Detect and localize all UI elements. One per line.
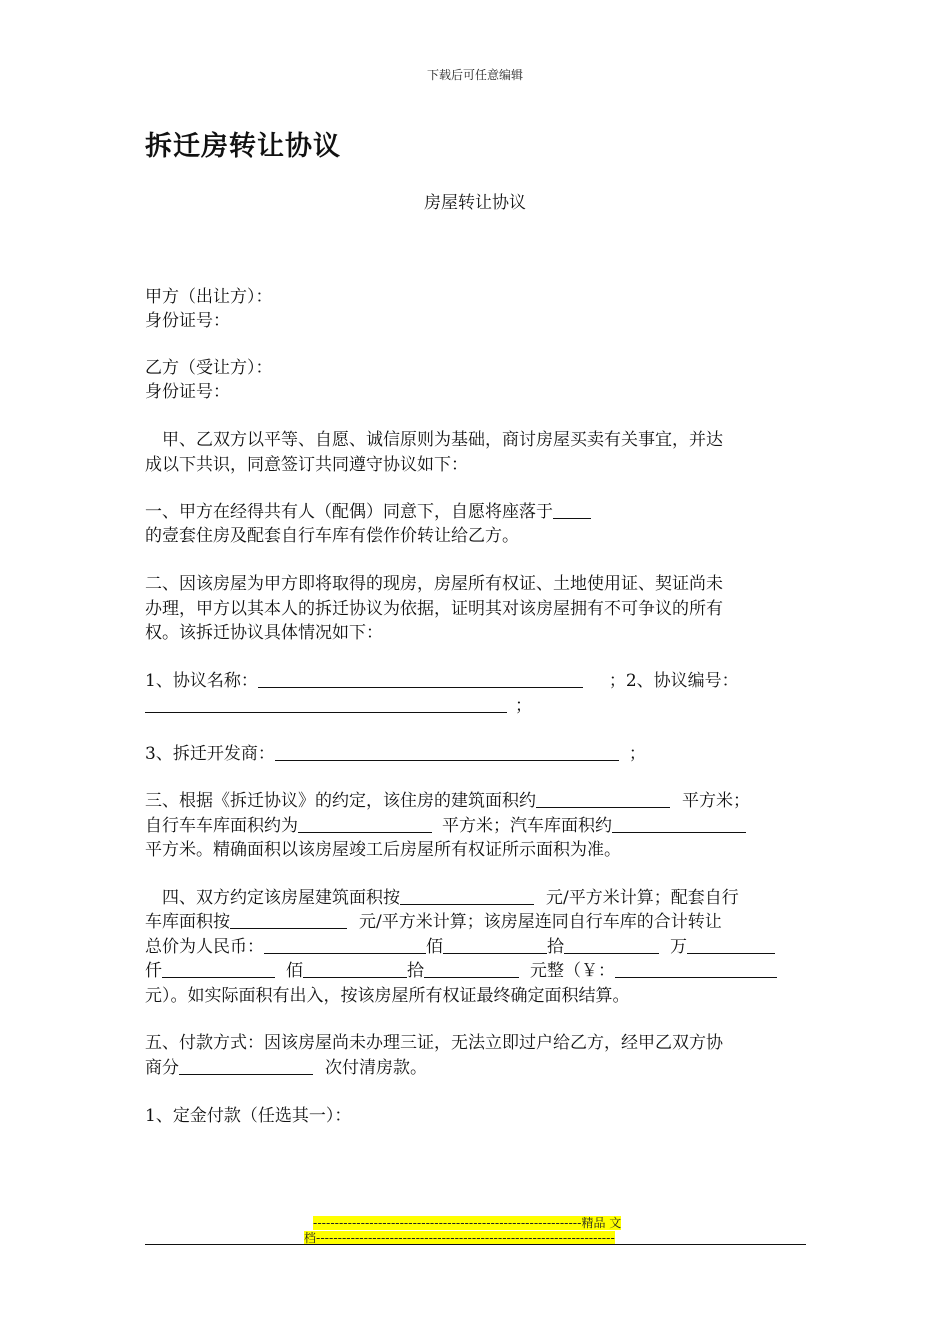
- garage-unit-price-blank[interactable]: [230, 910, 347, 929]
- party-b-label: 乙方（受让方）：: [145, 358, 273, 378]
- clause-3-line-3: 平方米。精确面积以该房屋竣工后房屋所有权证所示面积为准。: [145, 840, 621, 860]
- clause-3-line-1: [145, 789, 750, 813]
- clause-5-text-b: 次付清房款。: [325, 1058, 427, 1078]
- building-area-blank[interactable]: [536, 789, 670, 808]
- intro-line-2: 成以下共识，同意签订共同遵守协议如下：: [145, 455, 468, 475]
- total-price-blank-5[interactable]: [162, 959, 275, 978]
- item-3-line: [145, 742, 646, 766]
- clause-1-line-1: [145, 500, 591, 524]
- intro-line-1: 甲、乙双方以平等、自愿、诚信原则为基础，商讨房屋买卖有关事宜，并达: [145, 430, 723, 450]
- clause-4-text-c: 车库面积按: [145, 912, 230, 932]
- party-a-label: 甲方（出让方）：: [145, 287, 273, 307]
- clause-1-line-2: 的壹套住房及配套自行车库有偿作价转让给乙方。: [145, 526, 519, 546]
- clause-4-line-4: [145, 959, 777, 983]
- clause-3-line-2: [145, 814, 746, 838]
- clause-4-text-e: 总价为人民币：: [145, 937, 264, 957]
- clause-4-text-k: 拾: [407, 961, 424, 981]
- total-price-figure-blank[interactable]: [615, 959, 777, 978]
- document-subtitle: 房屋转让协议: [424, 193, 526, 213]
- installments-blank[interactable]: [179, 1056, 313, 1075]
- unit-price-blank[interactable]: [400, 886, 534, 905]
- car-garage-area-blank[interactable]: [612, 814, 746, 833]
- agreement-no-label: ；2、协议编号：: [608, 671, 739, 691]
- item-1-end: ；: [515, 696, 532, 716]
- total-price-blank-7[interactable]: [424, 959, 519, 978]
- clause-4-text-h: 万: [670, 937, 687, 957]
- item-1-line: [145, 669, 739, 693]
- clause-5-line-2: [145, 1056, 427, 1080]
- total-price-blank-2[interactable]: [443, 935, 547, 954]
- clause-3-text-b: 平方米；: [682, 791, 750, 811]
- location-blank[interactable]: [553, 500, 591, 519]
- footer-watermark-1: --------------------------------------------------------------精品 文: [313, 1216, 622, 1230]
- party-b-id-label: 身份证号：: [145, 382, 230, 402]
- clause-3-text-d: 平方米；汽车库面积约: [442, 816, 612, 836]
- clause-5-line-1: 五、付款方式：因该房屋尚未办理三证，无法立即过户给乙方，经甲乙双方协: [145, 1033, 723, 1053]
- developer-blank[interactable]: [275, 742, 619, 761]
- total-price-blank-6[interactable]: [303, 959, 407, 978]
- clause-2-line-1: 二、因该房屋为甲方即将取得的现房，房屋所有权证、土地使用证、契证尚未: [145, 574, 723, 594]
- agreement-name-label: 1、协议名称：: [145, 671, 258, 691]
- agreement-no-blank[interactable]: [145, 694, 507, 713]
- clause-4-text-j: 佰: [286, 961, 303, 981]
- clause-4-text-i: 仟: [145, 961, 162, 981]
- total-price-blank-1[interactable]: [264, 935, 426, 954]
- clause-4-line-5: 元）。如实际面积有出入，按该房屋所有权证最终确定面积结算。: [145, 986, 630, 1006]
- clause-4-text-f: 佰: [426, 937, 443, 957]
- clause-4-line-2: [145, 910, 722, 934]
- clause-5-text-a: 商分: [145, 1058, 179, 1078]
- clause-1-text: 一、甲方在经得共有人（配偶）同意下，自愿将座落于: [145, 502, 553, 522]
- footer-watermark-2: 档---------------------------------------------------------------------: [304, 1231, 615, 1245]
- clause-4-text-g: 拾: [547, 937, 564, 957]
- total-price-blank-3[interactable]: [564, 935, 659, 954]
- header-note: 下载后可任意编辑: [426, 68, 523, 82]
- agreement-name-blank[interactable]: [258, 669, 583, 688]
- item-1-line-2: [145, 694, 532, 718]
- payment-label: 1、定金付款（任选其一）：: [145, 1106, 352, 1126]
- total-price-blank-4[interactable]: [687, 935, 775, 954]
- document-title: 拆迁房转让协议: [145, 131, 341, 162]
- item-3-end: ；: [628, 744, 646, 764]
- clause-2-line-2: 办理，甲方以其本人的拆迁协议为依据，证明其对该房屋拥有不可争议的所有: [145, 599, 723, 619]
- clause-4-line-1: [145, 886, 739, 910]
- clause-3-text-a: 三、根据《拆迁协议》的约定，该住房的建筑面积约: [145, 791, 536, 811]
- clause-4-text-b: 元/平方米计算；配套自行: [546, 888, 739, 908]
- clause-2-line-3: 权。该拆迁协议具体情况如下：: [145, 623, 383, 643]
- clause-4-text-a: 四、双方约定该房屋建筑面积按: [145, 888, 400, 908]
- bike-garage-area-blank[interactable]: [298, 814, 432, 833]
- clause-4-text-d: 元/平方米计算；该房屋连同自行车库的合计转让: [359, 912, 722, 932]
- clause-4-line-3: [145, 935, 775, 959]
- clause-4-text-l: 元整（￥：: [530, 961, 615, 981]
- party-a-id-label: 身份证号：: [145, 311, 230, 331]
- developer-label: 3、拆迁开发商：: [145, 744, 275, 764]
- clause-3-text-c: 自行车车库面积约为: [145, 816, 298, 836]
- footer-rule: [145, 1244, 806, 1245]
